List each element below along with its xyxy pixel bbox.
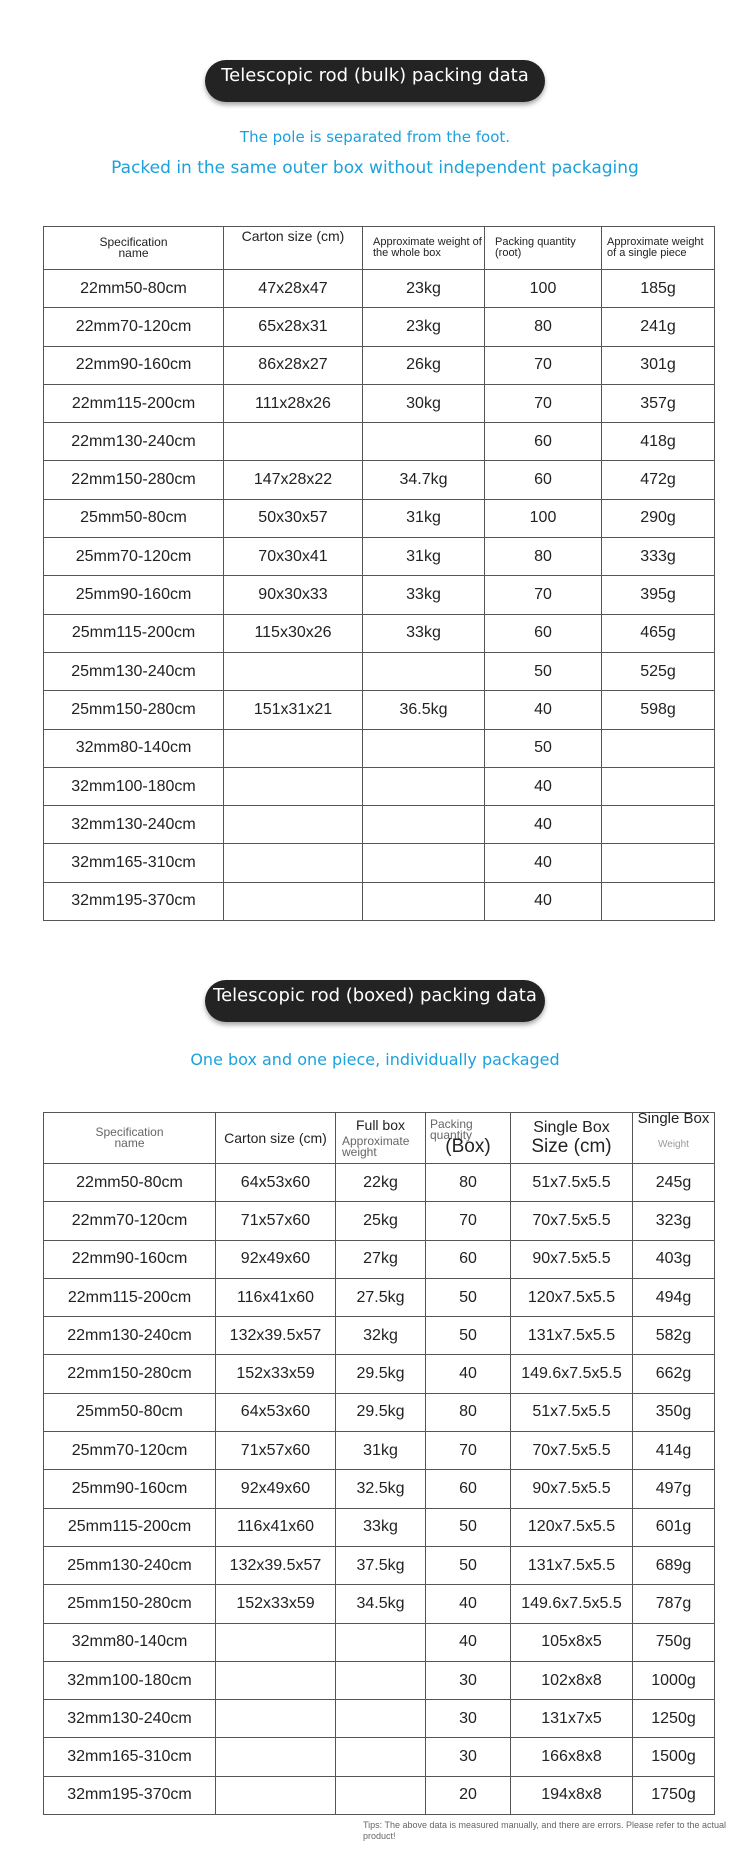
- spec-cell: 32mm80-140cm: [44, 729, 224, 767]
- piece-weight-cell: 418g: [602, 423, 715, 461]
- spec-cell: 25mm150-280cm: [44, 691, 224, 729]
- box-weight-cell: 26kg: [363, 346, 485, 384]
- boxed-header-single-size: [511, 1113, 633, 1164]
- single-weight-cell: 582g: [633, 1317, 715, 1355]
- single-weight-cell: 601g: [633, 1508, 715, 1546]
- boxed-header-spec: [44, 1113, 216, 1164]
- qty-cell: 70: [426, 1202, 511, 1240]
- piece-weight-cell: 395g: [602, 576, 715, 614]
- single-weight-cell: 1000g: [633, 1661, 715, 1699]
- qty-cell: 70: [426, 1432, 511, 1470]
- spec-cell: 22mm150-280cm: [44, 1355, 216, 1393]
- box-weight-cell: [363, 767, 485, 805]
- spec-cell: 32mm130-240cm: [44, 1700, 216, 1738]
- single-weight-cell: 323g: [633, 1202, 715, 1240]
- single-weight-cell: 350g: [633, 1393, 715, 1431]
- carton-cell: 70x30x41: [224, 538, 363, 576]
- qty-cell: 60: [426, 1470, 511, 1508]
- single-weight-cell: 1500g: [633, 1738, 715, 1776]
- carton-cell: 151x31x21: [224, 691, 363, 729]
- piece-weight-cell: 472g: [602, 461, 715, 499]
- table-row: [44, 1278, 715, 1316]
- bulk-header-spec: Specification name: [44, 227, 224, 270]
- bulk-header-piece-weight: Approximate weight of a single piece: [602, 227, 715, 270]
- carton-cell: [216, 1661, 336, 1699]
- qty-cell: 30: [426, 1738, 511, 1776]
- qty-cell: 50: [485, 729, 602, 767]
- piece-weight-cell: 301g: [602, 346, 715, 384]
- qty-cell: 40: [426, 1355, 511, 1393]
- fullbox-weight-cell: 25kg: [336, 1202, 426, 1240]
- table-row: [44, 1164, 715, 1202]
- boxed-header-fullbox-bottom: Approximate weight: [342, 1134, 410, 1159]
- piece-weight-cell: 598g: [602, 691, 715, 729]
- qty-cell: 80: [485, 308, 602, 346]
- single-size-cell: 131x7.5x5.5: [511, 1546, 633, 1584]
- carton-cell: 50x30x57: [224, 499, 363, 537]
- spec-cell: 22mm130-240cm: [44, 423, 224, 461]
- table-row: [44, 767, 715, 805]
- spec-cell: 22mm115-200cm: [44, 384, 224, 422]
- bulk-packing-table: [43, 226, 715, 921]
- single-size-cell: 70x7.5x5.5: [511, 1432, 633, 1470]
- piece-weight-cell: [602, 882, 715, 920]
- fullbox-weight-cell: 29.5kg: [336, 1393, 426, 1431]
- qty-cell: 100: [485, 499, 602, 537]
- single-weight-cell: 245g: [633, 1164, 715, 1202]
- qty-cell: 50: [426, 1317, 511, 1355]
- single-size-cell: 166x8x8: [511, 1738, 633, 1776]
- box-weight-cell: [363, 882, 485, 920]
- single-size-cell: 194x8x8: [511, 1776, 633, 1814]
- table-row: [44, 1776, 715, 1814]
- qty-cell: 30: [426, 1661, 511, 1699]
- piece-weight-cell: 241g: [602, 308, 715, 346]
- table-row: [44, 308, 715, 346]
- carton-cell: 64x53x60: [216, 1393, 336, 1431]
- single-weight-cell: 689g: [633, 1546, 715, 1584]
- spec-cell: 25mm50-80cm: [44, 499, 224, 537]
- spec-cell: 25mm150-280cm: [44, 1585, 216, 1623]
- piece-weight-cell: 290g: [602, 499, 715, 537]
- fullbox-weight-cell: 29.5kg: [336, 1355, 426, 1393]
- spec-cell: 32mm100-180cm: [44, 1661, 216, 1699]
- box-weight-cell: 23kg: [363, 308, 485, 346]
- spec-cell: 25mm50-80cm: [44, 1393, 216, 1431]
- single-weight-cell: 403g: [633, 1240, 715, 1278]
- fullbox-weight-cell: [336, 1623, 426, 1661]
- table-row: [44, 806, 715, 844]
- carton-cell: 111x28x26: [224, 384, 363, 422]
- box-weight-cell: [363, 844, 485, 882]
- carton-cell: [224, 652, 363, 690]
- boxed-header-qty-bottom: (Box): [445, 1136, 491, 1157]
- table-row: [44, 499, 715, 537]
- single-weight-cell: 1250g: [633, 1700, 715, 1738]
- table-row: [44, 1508, 715, 1546]
- qty-cell: 60: [426, 1240, 511, 1278]
- single-weight-cell: 750g: [633, 1623, 715, 1661]
- table-row: [44, 1700, 715, 1738]
- spec-cell: 25mm130-240cm: [44, 652, 224, 690]
- spec-cell: 32mm80-140cm: [44, 1623, 216, 1661]
- carton-cell: [224, 844, 363, 882]
- bulk-header-carton: Carton size (cm): [224, 227, 363, 270]
- table-row: [44, 1202, 715, 1240]
- boxed-header-single-weight-bottom: Weight: [658, 1139, 689, 1150]
- table-row: [44, 844, 715, 882]
- qty-cell: 70: [485, 384, 602, 422]
- carton-cell: 116x41x60: [216, 1278, 336, 1316]
- spec-cell: 22mm90-160cm: [44, 346, 224, 384]
- piece-weight-cell: 525g: [602, 652, 715, 690]
- carton-cell: 86x28x27: [224, 346, 363, 384]
- qty-cell: 40: [485, 806, 602, 844]
- spec-cell: 22mm150-280cm: [44, 461, 224, 499]
- single-weight-cell: 787g: [633, 1585, 715, 1623]
- spec-cell: 25mm90-160cm: [44, 576, 224, 614]
- qty-cell: 40: [485, 882, 602, 920]
- carton-cell: [224, 767, 363, 805]
- single-size-cell: 149.6x7.5x5.5: [511, 1355, 633, 1393]
- table-row: [44, 423, 715, 461]
- carton-cell: [216, 1738, 336, 1776]
- table-row: [44, 1661, 715, 1699]
- single-size-cell: 70x7.5x5.5: [511, 1202, 633, 1240]
- qty-cell: 40: [485, 691, 602, 729]
- carton-cell: 64x53x60: [216, 1164, 336, 1202]
- bulk-header-row: [44, 227, 715, 270]
- boxed-header-carton-label: Carton size (cm): [224, 1130, 327, 1146]
- box-weight-cell: 36.5kg: [363, 691, 485, 729]
- single-size-cell: 131x7.5x5.5: [511, 1317, 633, 1355]
- carton-cell: 116x41x60: [216, 1508, 336, 1546]
- spec-cell: 22mm50-80cm: [44, 270, 224, 308]
- qty-cell: 40: [426, 1623, 511, 1661]
- spec-cell: 32mm195-370cm: [44, 1776, 216, 1814]
- boxed-header-fullbox: [336, 1113, 426, 1164]
- qty-cell: 70: [485, 346, 602, 384]
- box-weight-cell: 33kg: [363, 614, 485, 652]
- carton-cell: 152x33x59: [216, 1355, 336, 1393]
- table-row: [44, 1738, 715, 1776]
- carton-cell: 152x33x59: [216, 1585, 336, 1623]
- table-row: [44, 1355, 715, 1393]
- table-row: [44, 882, 715, 920]
- table-row: [44, 1432, 715, 1470]
- table-row: [44, 691, 715, 729]
- bulk-subtitle-1: The pole is separated from the foot.: [239, 128, 511, 146]
- single-size-cell: 51x7.5x5.5: [511, 1164, 633, 1202]
- spec-cell: 22mm70-120cm: [44, 1202, 216, 1240]
- fullbox-weight-cell: [336, 1738, 426, 1776]
- qty-cell: 100: [485, 270, 602, 308]
- table-row: [44, 1393, 715, 1431]
- box-weight-cell: 31kg: [363, 538, 485, 576]
- carton-cell: 47x28x47: [224, 270, 363, 308]
- spec-cell: 22mm130-240cm: [44, 1317, 216, 1355]
- spec-cell: 25mm90-160cm: [44, 1470, 216, 1508]
- qty-cell: 50: [426, 1278, 511, 1316]
- table-row: [44, 538, 715, 576]
- table-row: [44, 384, 715, 422]
- carton-cell: [216, 1700, 336, 1738]
- fullbox-weight-cell: 22kg: [336, 1164, 426, 1202]
- piece-weight-cell: 465g: [602, 614, 715, 652]
- carton-cell: 65x28x31: [224, 308, 363, 346]
- piece-weight-cell: [602, 729, 715, 767]
- tips-note: Tips: The above data is measured manually, and there are errors. Please refer to the actual product!: [363, 1820, 727, 1841]
- table-row: [44, 1623, 715, 1661]
- carton-cell: [216, 1623, 336, 1661]
- spec-cell: 22mm115-200cm: [44, 1278, 216, 1316]
- spec-cell: 25mm115-200cm: [44, 614, 224, 652]
- table-row: [44, 461, 715, 499]
- bulk-title-banner: [205, 60, 545, 102]
- qty-cell: 20: [426, 1776, 511, 1814]
- carton-cell: 115x30x26: [224, 614, 363, 652]
- boxed-header-single-size-bottom: Size (cm): [531, 1136, 612, 1157]
- qty-cell: 70: [485, 576, 602, 614]
- carton-cell: 147x28x22: [224, 461, 363, 499]
- fullbox-weight-cell: 34.5kg: [336, 1585, 426, 1623]
- single-weight-cell: 497g: [633, 1470, 715, 1508]
- box-weight-cell: 33kg: [363, 576, 485, 614]
- single-size-cell: 102x8x8: [511, 1661, 633, 1699]
- boxed-header-carton: [216, 1113, 336, 1164]
- single-weight-cell: 414g: [633, 1432, 715, 1470]
- carton-cell: [224, 806, 363, 844]
- boxed-header-spec-label: Specification name: [95, 1125, 164, 1150]
- single-size-cell: 90x7.5x5.5: [511, 1240, 633, 1278]
- qty-cell: 80: [426, 1393, 511, 1431]
- table-row: [44, 346, 715, 384]
- single-size-cell: 51x7.5x5.5: [511, 1393, 633, 1431]
- bulk-subtitle-2: Packed in the same outer box without independent packaging: [111, 158, 639, 178]
- spec-cell: 32mm165-310cm: [44, 844, 224, 882]
- table-row: [44, 614, 715, 652]
- box-weight-cell: 23kg: [363, 270, 485, 308]
- carton-cell: [224, 882, 363, 920]
- single-size-cell: 105x8x5: [511, 1623, 633, 1661]
- box-weight-cell: [363, 423, 485, 461]
- fullbox-weight-cell: [336, 1700, 426, 1738]
- boxed-header-qty: [426, 1113, 511, 1164]
- table-row: [44, 1546, 715, 1584]
- single-size-cell: 131x7x5: [511, 1700, 633, 1738]
- bulk-header-qty: Packing quantity (root): [485, 227, 602, 270]
- piece-weight-cell: [602, 806, 715, 844]
- single-size-cell: 90x7.5x5.5: [511, 1470, 633, 1508]
- boxed-header-fullbox-top: Full box: [355, 1117, 406, 1133]
- qty-cell: 50: [426, 1546, 511, 1584]
- fullbox-weight-cell: 32kg: [336, 1317, 426, 1355]
- spec-cell: 32mm100-180cm: [44, 767, 224, 805]
- box-weight-cell: [363, 806, 485, 844]
- single-size-cell: 149.6x7.5x5.5: [511, 1585, 633, 1623]
- spec-cell: 25mm70-120cm: [44, 538, 224, 576]
- carton-cell: [216, 1776, 336, 1814]
- piece-weight-cell: [602, 844, 715, 882]
- qty-cell: 60: [485, 423, 602, 461]
- boxed-header-single-weight-top: Single Box: [637, 1110, 710, 1127]
- spec-cell: 22mm90-160cm: [44, 1240, 216, 1278]
- table-row: [44, 652, 715, 690]
- table-row: [44, 1240, 715, 1278]
- fullbox-weight-cell: 32.5kg: [336, 1470, 426, 1508]
- fullbox-weight-cell: [336, 1776, 426, 1814]
- spec-cell: 25mm130-240cm: [44, 1546, 216, 1584]
- boxed-header-single-size-top: Single Box: [533, 1119, 610, 1136]
- fullbox-weight-cell: [336, 1661, 426, 1699]
- fullbox-weight-cell: 31kg: [336, 1432, 426, 1470]
- spec-cell: 32mm195-370cm: [44, 882, 224, 920]
- qty-cell: 40: [426, 1585, 511, 1623]
- box-weight-cell: 34.7kg: [363, 461, 485, 499]
- single-weight-cell: 1750g: [633, 1776, 715, 1814]
- piece-weight-cell: 185g: [602, 270, 715, 308]
- boxed-title: Telescopic rod (boxed) packing data: [213, 985, 537, 1006]
- single-weight-cell: 494g: [633, 1278, 715, 1316]
- boxed-header-qty-top: Packing quantity: [430, 1117, 473, 1142]
- fullbox-weight-cell: 27kg: [336, 1240, 426, 1278]
- boxed-title-banner: [205, 980, 545, 1022]
- qty-cell: 60: [485, 461, 602, 499]
- box-weight-cell: 31kg: [363, 499, 485, 537]
- spec-cell: 25mm70-120cm: [44, 1432, 216, 1470]
- piece-weight-cell: 357g: [602, 384, 715, 422]
- carton-cell: 132x39.5x57: [216, 1546, 336, 1584]
- table-row: [44, 729, 715, 767]
- boxed-packing-table: [43, 1112, 715, 1815]
- carton-cell: 71x57x60: [216, 1202, 336, 1240]
- carton-cell: [224, 423, 363, 461]
- bulk-title: Telescopic rod (bulk) packing data: [221, 65, 529, 86]
- qty-cell: 80: [426, 1164, 511, 1202]
- spec-cell: 32mm130-240cm: [44, 806, 224, 844]
- piece-weight-cell: [602, 767, 715, 805]
- fullbox-weight-cell: 33kg: [336, 1508, 426, 1546]
- spec-cell: 25mm115-200cm: [44, 1508, 216, 1546]
- carton-cell: 71x57x60: [216, 1432, 336, 1470]
- qty-cell: 60: [485, 614, 602, 652]
- single-size-cell: 120x7.5x5.5: [511, 1278, 633, 1316]
- carton-cell: 90x30x33: [224, 576, 363, 614]
- bulk-header-box-weight: Approximate weight of the whole box: [363, 227, 485, 270]
- box-weight-cell: [363, 652, 485, 690]
- table-row: [44, 270, 715, 308]
- qty-cell: 30: [426, 1700, 511, 1738]
- table-row: [44, 576, 715, 614]
- carton-cell: [224, 729, 363, 767]
- spec-cell: 32mm165-310cm: [44, 1738, 216, 1776]
- single-size-cell: 120x7.5x5.5: [511, 1508, 633, 1546]
- fullbox-weight-cell: 27.5kg: [336, 1278, 426, 1316]
- qty-cell: 40: [485, 844, 602, 882]
- carton-cell: 92x49x60: [216, 1240, 336, 1278]
- piece-weight-cell: 333g: [602, 538, 715, 576]
- box-weight-cell: [363, 729, 485, 767]
- single-weight-cell: 662g: [633, 1355, 715, 1393]
- spec-cell: 22mm50-80cm: [44, 1164, 216, 1202]
- boxed-subtitle: One box and one piece, individually packaged: [190, 1050, 560, 1069]
- table-row: [44, 1585, 715, 1623]
- qty-cell: 50: [485, 652, 602, 690]
- boxed-header-single-weight: [633, 1110, 715, 1164]
- qty-cell: 50: [426, 1508, 511, 1546]
- carton-cell: 92x49x60: [216, 1470, 336, 1508]
- spec-cell: 22mm70-120cm: [44, 308, 224, 346]
- qty-cell: 80: [485, 538, 602, 576]
- table-row: [44, 1317, 715, 1355]
- box-weight-cell: 30kg: [363, 384, 485, 422]
- qty-cell: 40: [485, 767, 602, 805]
- boxed-header-row: [44, 1113, 715, 1164]
- carton-cell: 132x39.5x57: [216, 1317, 336, 1355]
- table-row: [44, 1470, 715, 1508]
- fullbox-weight-cell: 37.5kg: [336, 1546, 426, 1584]
